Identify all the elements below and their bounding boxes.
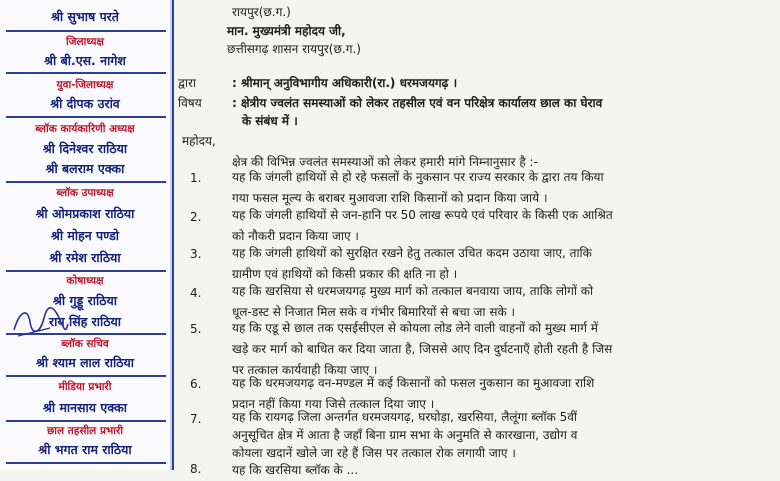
point-text: यह कि जंगली हाथियों को सुरक्षित रखने हेतु तत्काल उचित कदम उठाया जाए, ताकि ग्रामीण एवं हाथियों को किसी प्रकार की क्षति ना हो । xyxy=(232,246,592,281)
sidebar-divider xyxy=(6,462,166,464)
point-text: यह कि धरमजयगढ़ वन-मण्डल में कई किसानों को फसल नुकसान का मुआवजा राशि प्रदान नहीं किया गया जिसे तत्काल दिया जाए । xyxy=(232,376,595,411)
point-number: 2. xyxy=(190,210,202,224)
point-number: 8. xyxy=(190,462,202,476)
point-text: यह कि रायगढ़ जिला अन्तर्गत धरमजयगढ़, घरघोड़ा, खरसिया, लैलूंगा ब्लॉक 5वीं अनुसूचित क्षेत्र में आता है जहाँ बिना ग्राम सभा के अनुमति से कारखाना, उद्योग व कोयला खदानें खोले जा रहे हैं जिस पर तत्काल रोक लगायी जाए । xyxy=(232,410,578,460)
sidebar-name: श्री मोहन पण्डो xyxy=(50,228,120,243)
sidebar-name: श्री दिनेश्वर राठिया xyxy=(42,141,128,156)
sidebar-role: मीडिया प्रभारी xyxy=(58,381,112,393)
address-line: छत्तीसगढ़ शासन रायपुर(छ.ग.) xyxy=(227,42,361,56)
point-text: यह कि जंगली हाथियों से हो रहे फसलों के नुकसान पर राज्य सरकार के द्वारा तय किया गया फसल मूल्य के बराबर मुआवजा राशि किसानों को प्रदान किया जाये । xyxy=(232,170,604,205)
signature-scribble xyxy=(10,300,70,340)
point-number: 4. xyxy=(190,286,202,300)
sidebar-divider xyxy=(6,181,166,183)
sidebar-divider xyxy=(6,30,166,32)
subject-line: के संबंध में । xyxy=(242,114,298,128)
subject-line: : क्षेत्रीय ज्वलंत समस्याओं को लेकर तहसील एवं वन परिक्षेत्र कार्यालय छाल का घेराव xyxy=(232,96,603,110)
point-number: 7. xyxy=(190,412,202,426)
sidebar-divider xyxy=(6,270,166,272)
point-number: 1. xyxy=(190,171,202,185)
point-text: यह कि एडू से छाल तक एसईसीएल से कोयला लोड लेने वाली वाहनों को मुख्य मार्ग में खड़े कर मार्ग को बाधित कर दिया जाता है, जिससे आए दिन दुर्घटनाएँ होती रहती है जिस पर तत्काल कार्यवाही किया जाए । xyxy=(232,321,613,377)
sidebar-divider xyxy=(6,72,166,74)
point-number: 3. xyxy=(190,247,202,261)
point-text: यह कि जंगली हाथियों से जन-हानि पर 50 लाख रूपये एवं परिवार के किसी एक आश्रित को नौकरी प्रदान किया जाए । xyxy=(232,208,613,243)
sidebar-name: राय सिंह राठिया xyxy=(49,314,121,329)
sidebar-name: श्री दीपक उरांव xyxy=(50,96,120,111)
sidebar-name: श्री बलराम एक्का xyxy=(45,161,125,176)
point-text: यह कि खरसिया ब्लॉक के ... xyxy=(232,463,359,477)
sidebar-divider xyxy=(6,116,166,118)
sidebar-role: ब्लॉक सचिव xyxy=(61,338,109,350)
sidebar-divider xyxy=(6,420,166,422)
sidebar-role: जिलाध्यक्ष xyxy=(66,36,104,48)
point-number: 5. xyxy=(190,322,202,336)
point-number: 6. xyxy=(190,377,202,391)
sidebar-name: श्री श्याम लाल राठिया xyxy=(36,355,134,370)
via-text: : श्रीमान् अनुविभागीय अधिकारी(रा.) धरमजयगढ़ । xyxy=(232,76,458,90)
intro-line: क्षेत्र की विभिन्न ज्वलंत समस्याओं को लेकर हमारी मांगे निम्नानुसार है :- xyxy=(232,155,538,169)
sidebar-name: श्री भगत राम राठिया xyxy=(38,442,132,457)
address-line: मान. मुख्यमंत्री महोदय जी, xyxy=(227,24,346,38)
sidebar-name: श्री रमेश राठिया xyxy=(49,250,121,265)
sidebar-divider xyxy=(6,375,166,377)
sidebar-role: कोषाध्यक्ष xyxy=(66,275,104,287)
sidebar-name: श्री सुभाष परते xyxy=(51,9,119,24)
sidebar-role: युवा-जिलाध्यक्ष xyxy=(56,79,114,91)
letter-body xyxy=(172,0,780,477)
sidebar-name: श्री ओमप्रकाश राठिया xyxy=(35,206,135,221)
office-bearers-sidebar xyxy=(0,0,174,470)
sidebar-name: श्री गुड्डू राठिया xyxy=(53,293,117,308)
point-text: यह कि खरसिया से धरमजयगढ़ मुख्य मार्ग को तत्काल बनवाया जाय, ताकि लोगों को धूल-डस्ट से निजात मिल सके व गंभीर बिमारियों से बचा जा सके । xyxy=(232,284,594,319)
subject-label: विषय xyxy=(178,96,202,110)
sidebar-name: श्री मानसाय एक्का xyxy=(43,400,127,415)
via-label: द्वारा xyxy=(178,76,197,90)
sidebar-role: ब्लॉक कार्यकारिणी अध्यक्ष xyxy=(35,123,135,135)
sidebar-name: श्री बी.एस. नागेश xyxy=(44,53,126,68)
address-line: रायपुर(छ.ग.) xyxy=(232,5,291,19)
sidebar-role: ब्लॉक उपाध्यक्ष xyxy=(56,187,114,199)
salutation: महोदय, xyxy=(182,134,216,148)
sidebar-role: छाल तहसील प्रभारी xyxy=(46,425,124,437)
